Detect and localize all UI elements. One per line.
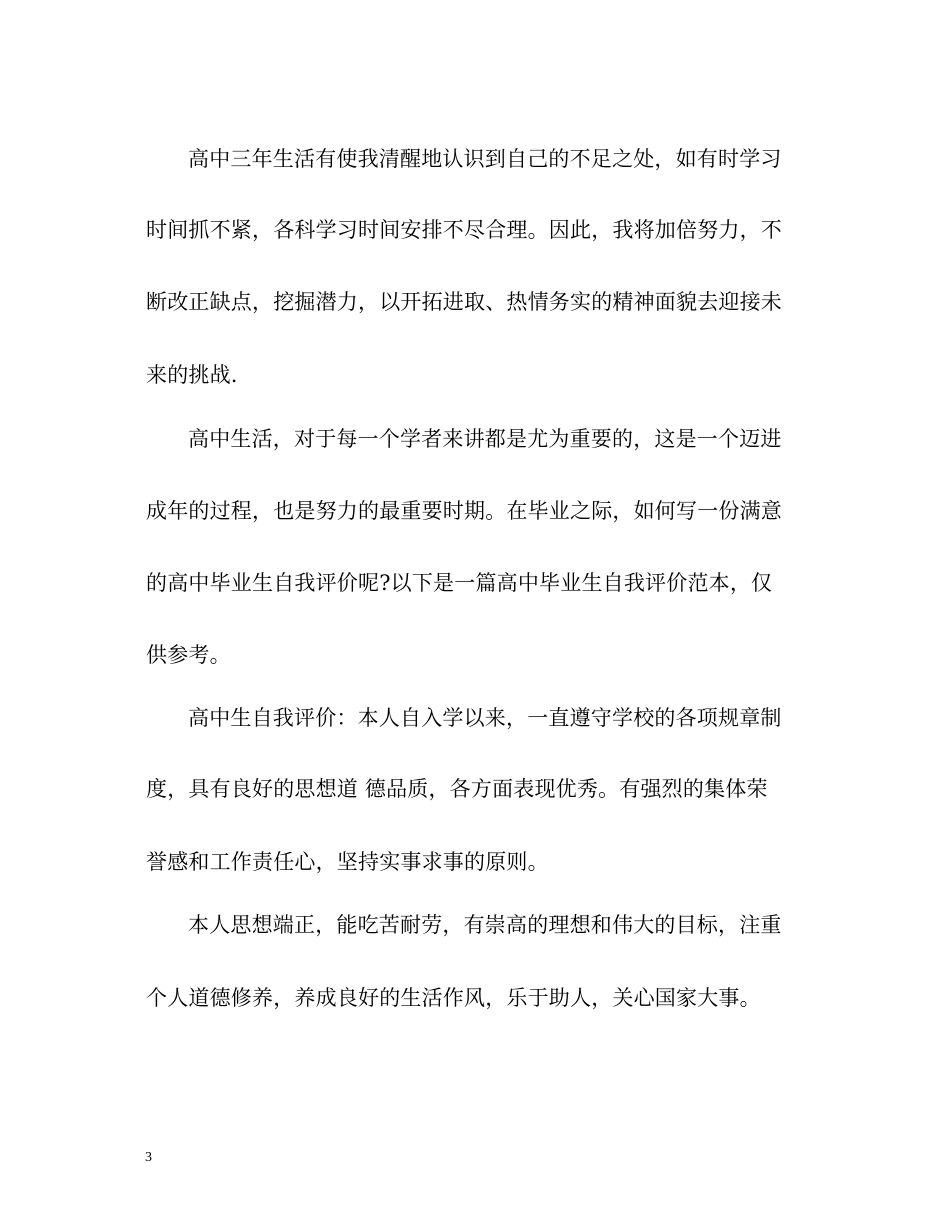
- paragraph-1-line-3: 断改正缺点，挖掘潜力，以开拓进取、热情务实的精神面貌去迎接未: [146, 290, 782, 314]
- paragraph-3-line-2: 度，具有良好的思想道 德品质，各方面表现优秀。有强烈的集体荣: [146, 777, 768, 801]
- page-number: 3: [145, 1150, 152, 1165]
- paragraph-3-line-1: 高中生自我评价：本人自入学以来，一直遵守学校的各项规章制: [188, 706, 782, 730]
- paragraph-4-line-1: 本人思想端正，能吃苦耐劳，有崇高的理想和伟大的目标，注重: [188, 913, 782, 937]
- paragraph-1-line-2: 时间抓不紧，各科学习时间安排不尽合理。因此，我将加倍努力，不: [146, 218, 782, 242]
- paragraph-2-line-4: 供参考。: [146, 643, 231, 667]
- paragraph-2-line-3: 的高中毕业生自我评价呢?以下是一篇高中毕业生自我评价范本，仅: [146, 571, 773, 595]
- paragraph-2-line-1: 高中生活，对于每一个学者来讲都是尤为重要的，这是一个迈进: [188, 427, 782, 451]
- paragraph-2-line-2: 成年的过程，也是努力的最重要时期。在毕业之际，如何写一份满意: [146, 499, 782, 523]
- paragraph-1-line-1: 高中三年生活有使我清醒地认识到自己的不足之处，如有时学习: [188, 147, 782, 171]
- paragraph-1-line-4: 来的挑战.: [146, 363, 238, 387]
- paragraph-4-line-2: 个人道德修养，养成良好的生活作风，乐于助人，关心国家大事。: [146, 986, 761, 1010]
- paragraph-3-line-3: 誉感和工作责任心，坚持实事求事的原则。: [146, 850, 549, 874]
